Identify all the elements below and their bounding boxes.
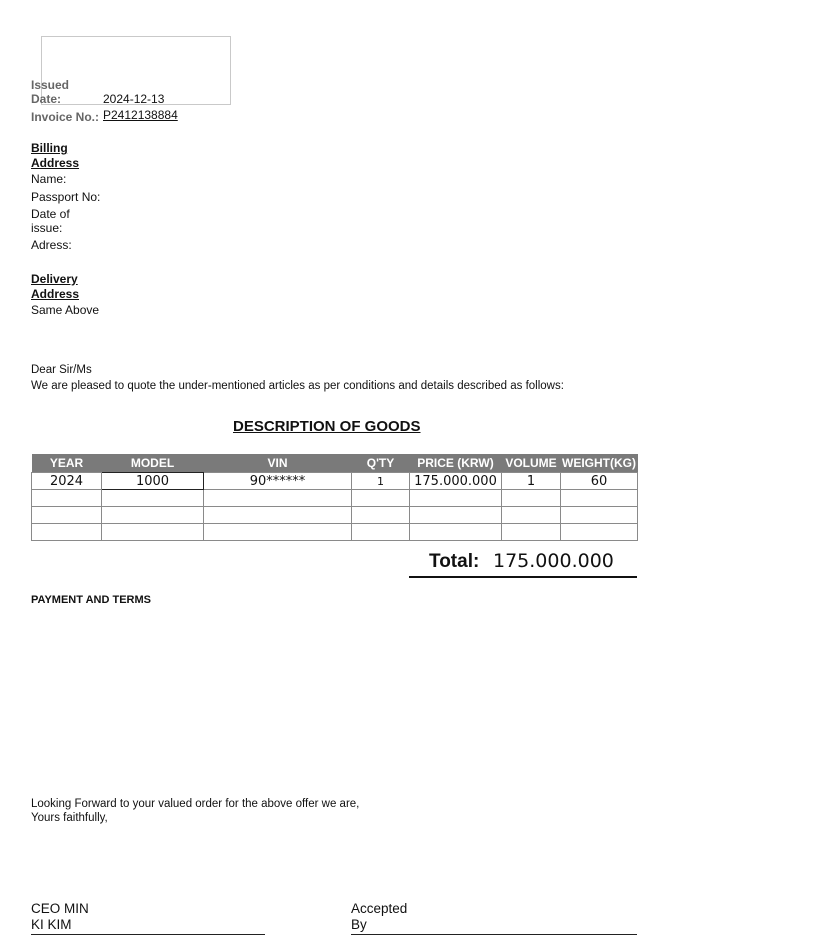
payment-terms-heading: PAYMENT AND TERMS [31,594,151,606]
cell-vin[interactable]: 90****** [204,473,352,490]
total-label: Total: [429,551,480,572]
goods-table-header [32,454,638,473]
billing-name-label: Name: [31,172,67,186]
cell-price[interactable]: 175.000.000 [410,473,502,490]
cell-qty[interactable]: 1 [352,473,410,490]
issued-date: 2024-12-13 [103,92,165,106]
delivery-address-value: Same Above [31,303,100,317]
cell-vin[interactable] [204,524,352,541]
cell-qty[interactable] [352,524,410,541]
col-header-price: PRICE (KRW) [410,454,502,473]
goods-heading: DESCRIPTION OF GOODS [233,418,421,435]
cell-volume[interactable] [502,490,561,507]
cell-volume[interactable]: 1 [502,473,561,490]
table-row [32,524,638,541]
cell-model[interactable] [102,524,204,541]
col-header-year: YEAR [32,454,102,473]
invoice-label: Invoice No.: [31,110,100,124]
cell-year[interactable]: 2024 [32,473,102,490]
cell-model[interactable] [102,507,204,524]
cell-vin[interactable] [204,507,352,524]
table-row [32,473,638,490]
signature-right-line [351,934,637,935]
billing-date-of-issue-label: Date of issue: [31,207,70,235]
cell-qty[interactable] [352,507,410,524]
cell-weight[interactable] [561,524,638,541]
cell-year[interactable] [32,524,102,541]
cell-year[interactable] [32,490,102,507]
cell-price[interactable] [410,524,502,541]
cell-price[interactable] [410,490,502,507]
table-row [32,507,638,524]
col-header-vin: VIN [204,454,352,473]
table-row [32,490,638,507]
cell-volume[interactable] [502,507,561,524]
cell-model[interactable] [102,490,204,507]
total-value: 175.000.000 [493,550,614,572]
cell-year[interactable] [32,507,102,524]
billing-passport-label: Passport No: [31,190,101,204]
col-header-volume: VOLUME [502,454,561,473]
billing-address-title: Billing Address [31,141,80,170]
cell-price[interactable] [410,507,502,524]
delivery-address-title: Delivery Address [31,272,80,301]
intro-text: We are pleased to quote the under-mentioned articles as per conditions and details described as follows: [31,380,564,392]
greeting: Dear Sir/Ms [31,364,92,376]
billing-address-label: Adress: [31,238,72,252]
total-underline [409,576,637,578]
cell-weight[interactable] [561,507,638,524]
cell-model[interactable]: 1000 [102,473,204,490]
col-header-model: MODEL [102,454,204,473]
signature-left-name: CEO MIN KI KIM [31,901,89,932]
closing-text: Looking Forward to your valued order for the above offer we are, Yours faithfully, [31,798,360,824]
col-header-qty: Q'TY [352,454,410,473]
cell-vin[interactable] [204,490,352,507]
col-header-weight: WEIGHT(KG) [561,454,638,473]
invoice-number: P2412138884 [103,108,178,122]
signature-right-label: Accepted By [351,901,408,932]
cell-volume[interactable] [502,524,561,541]
cell-qty[interactable] [352,490,410,507]
cell-weight[interactable]: 60 [561,473,638,490]
goods-table [31,454,638,541]
cell-weight[interactable] [561,490,638,507]
issued-label: Issued Date: [31,78,70,106]
signature-left-line [31,934,265,935]
